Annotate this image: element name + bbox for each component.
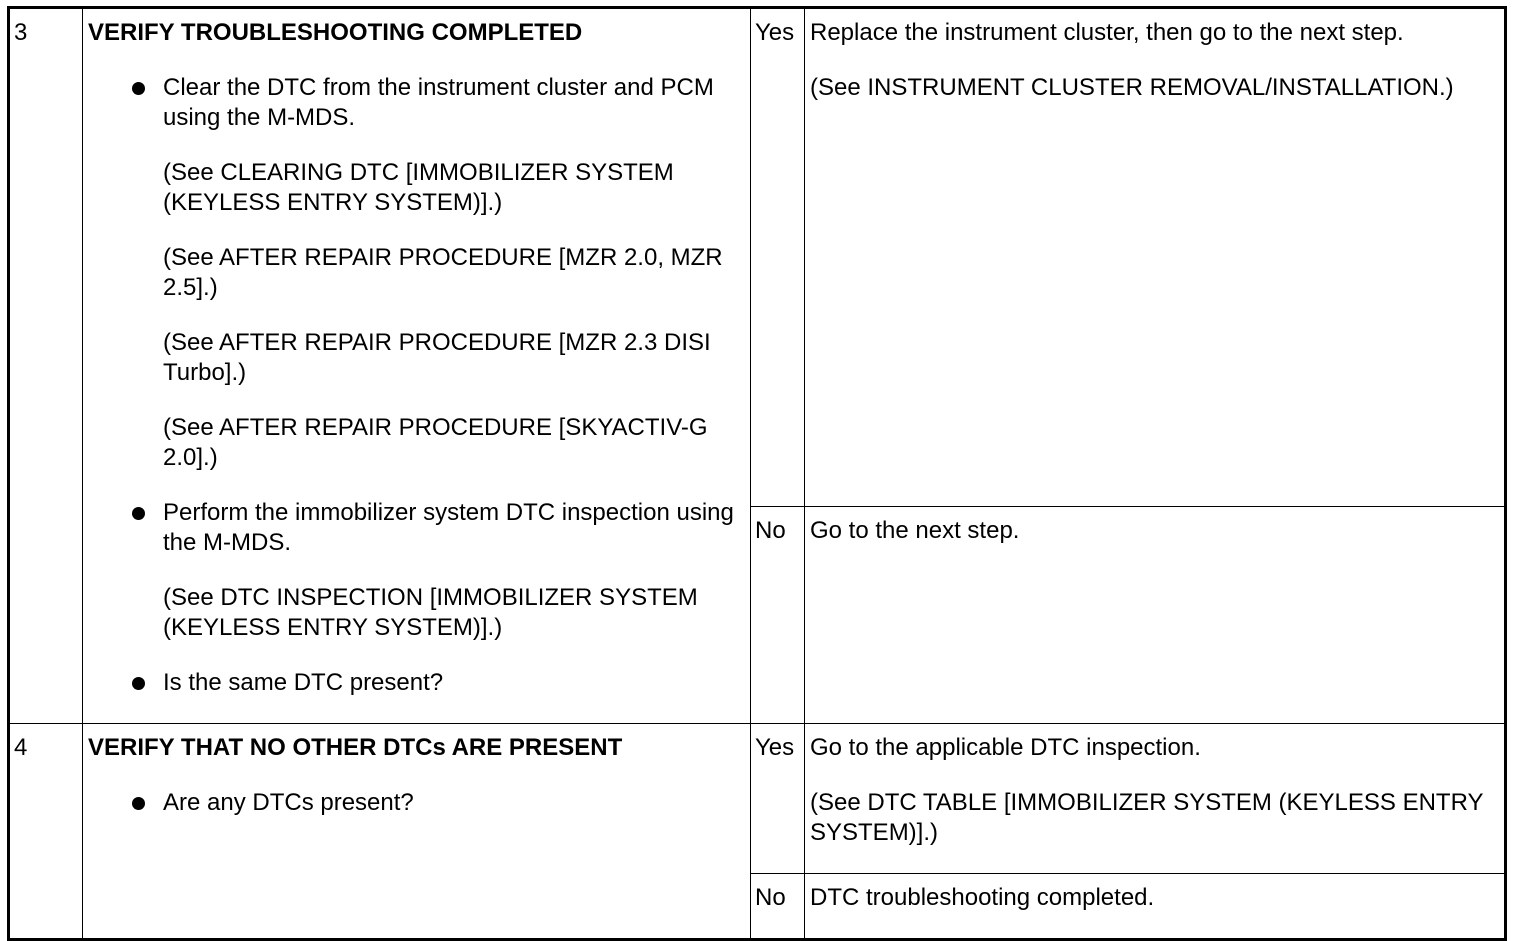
bullet-text: Is the same DTC present? <box>163 669 444 696</box>
result-text: Go to the applicable DTC inspection. <box>810 734 1201 761</box>
step-number-cell <box>9 8 83 724</box>
reference-text: (See INSTRUMENT CLUSTER REMOVAL/INSTALLATION.) <box>810 74 1454 101</box>
reference-text: (See DTC INSPECTION [IMMOBILIZER SYSTEM (KEYLESS ENTRY SYSTEM)].) <box>163 584 698 641</box>
answer-label: Yes <box>755 734 795 761</box>
result-text: DTC troubleshooting completed. <box>810 884 1155 911</box>
bullet-text: Perform the immobilizer system DTC inspection using the M-MDS. <box>163 499 734 556</box>
bullet-icon <box>132 507 145 520</box>
step-title: VERIFY TROUBLESHOOTING COMPLETED <box>88 19 583 46</box>
bullet-icon <box>132 797 145 810</box>
result-cell <box>805 724 1506 874</box>
answer-cell <box>751 8 805 507</box>
reference-text: (See AFTER REPAIR PROCEDURE [MZR 2.0, MZR 2.5].) <box>163 244 723 301</box>
step-title: VERIFY THAT NO OTHER DTCs ARE PRESENT <box>88 734 623 761</box>
result-cell <box>805 506 1506 723</box>
reference-text: (See CLEARING DTC [IMMOBILIZER SYSTEM (KEYLESS ENTRY SYSTEM)].) <box>163 159 674 216</box>
bullet-item <box>88 668 750 698</box>
bullet-item <box>88 788 750 818</box>
step-row <box>9 8 1506 507</box>
result-cell <box>805 8 1506 507</box>
answer-cell <box>751 506 805 723</box>
answer-label: No <box>755 516 786 544</box>
bullet-icon <box>132 677 145 690</box>
action-cell <box>83 724 751 940</box>
bullet-item <box>88 498 750 558</box>
result-text: Replace the instrument cluster, then go to the next step. <box>810 19 1404 46</box>
answer-label: Yes <box>755 19 795 46</box>
bullet-text: Are any DTCs present? <box>163 789 414 816</box>
bullet-icon <box>132 82 145 95</box>
reference-text: (See AFTER REPAIR PROCEDURE [MZR 2.3 DISI Turbo].) <box>163 329 711 386</box>
action-cell <box>83 8 751 724</box>
result-text: Go to the next step. <box>810 516 1020 544</box>
reference-text: (See DTC TABLE [IMMOBILIZER SYSTEM (KEYLESS ENTRY SYSTEM)].) <box>810 789 1484 846</box>
reference-text: (See AFTER REPAIR PROCEDURE [SKYACTIV-G 2.0].) <box>163 414 708 471</box>
step-number: 4 <box>14 734 28 761</box>
answer-cell <box>751 874 805 940</box>
step-row <box>9 724 1506 874</box>
bullet-text: Clear the DTC from the instrument cluster and PCM using the M-MDS. <box>163 74 714 131</box>
troubleshooting-table <box>7 6 1507 941</box>
step-number-cell <box>9 724 83 940</box>
result-cell <box>805 874 1506 940</box>
answer-label: No <box>755 884 786 911</box>
step-number: 3 <box>14 19 28 46</box>
bullet-item <box>88 73 750 133</box>
answer-cell <box>751 724 805 874</box>
